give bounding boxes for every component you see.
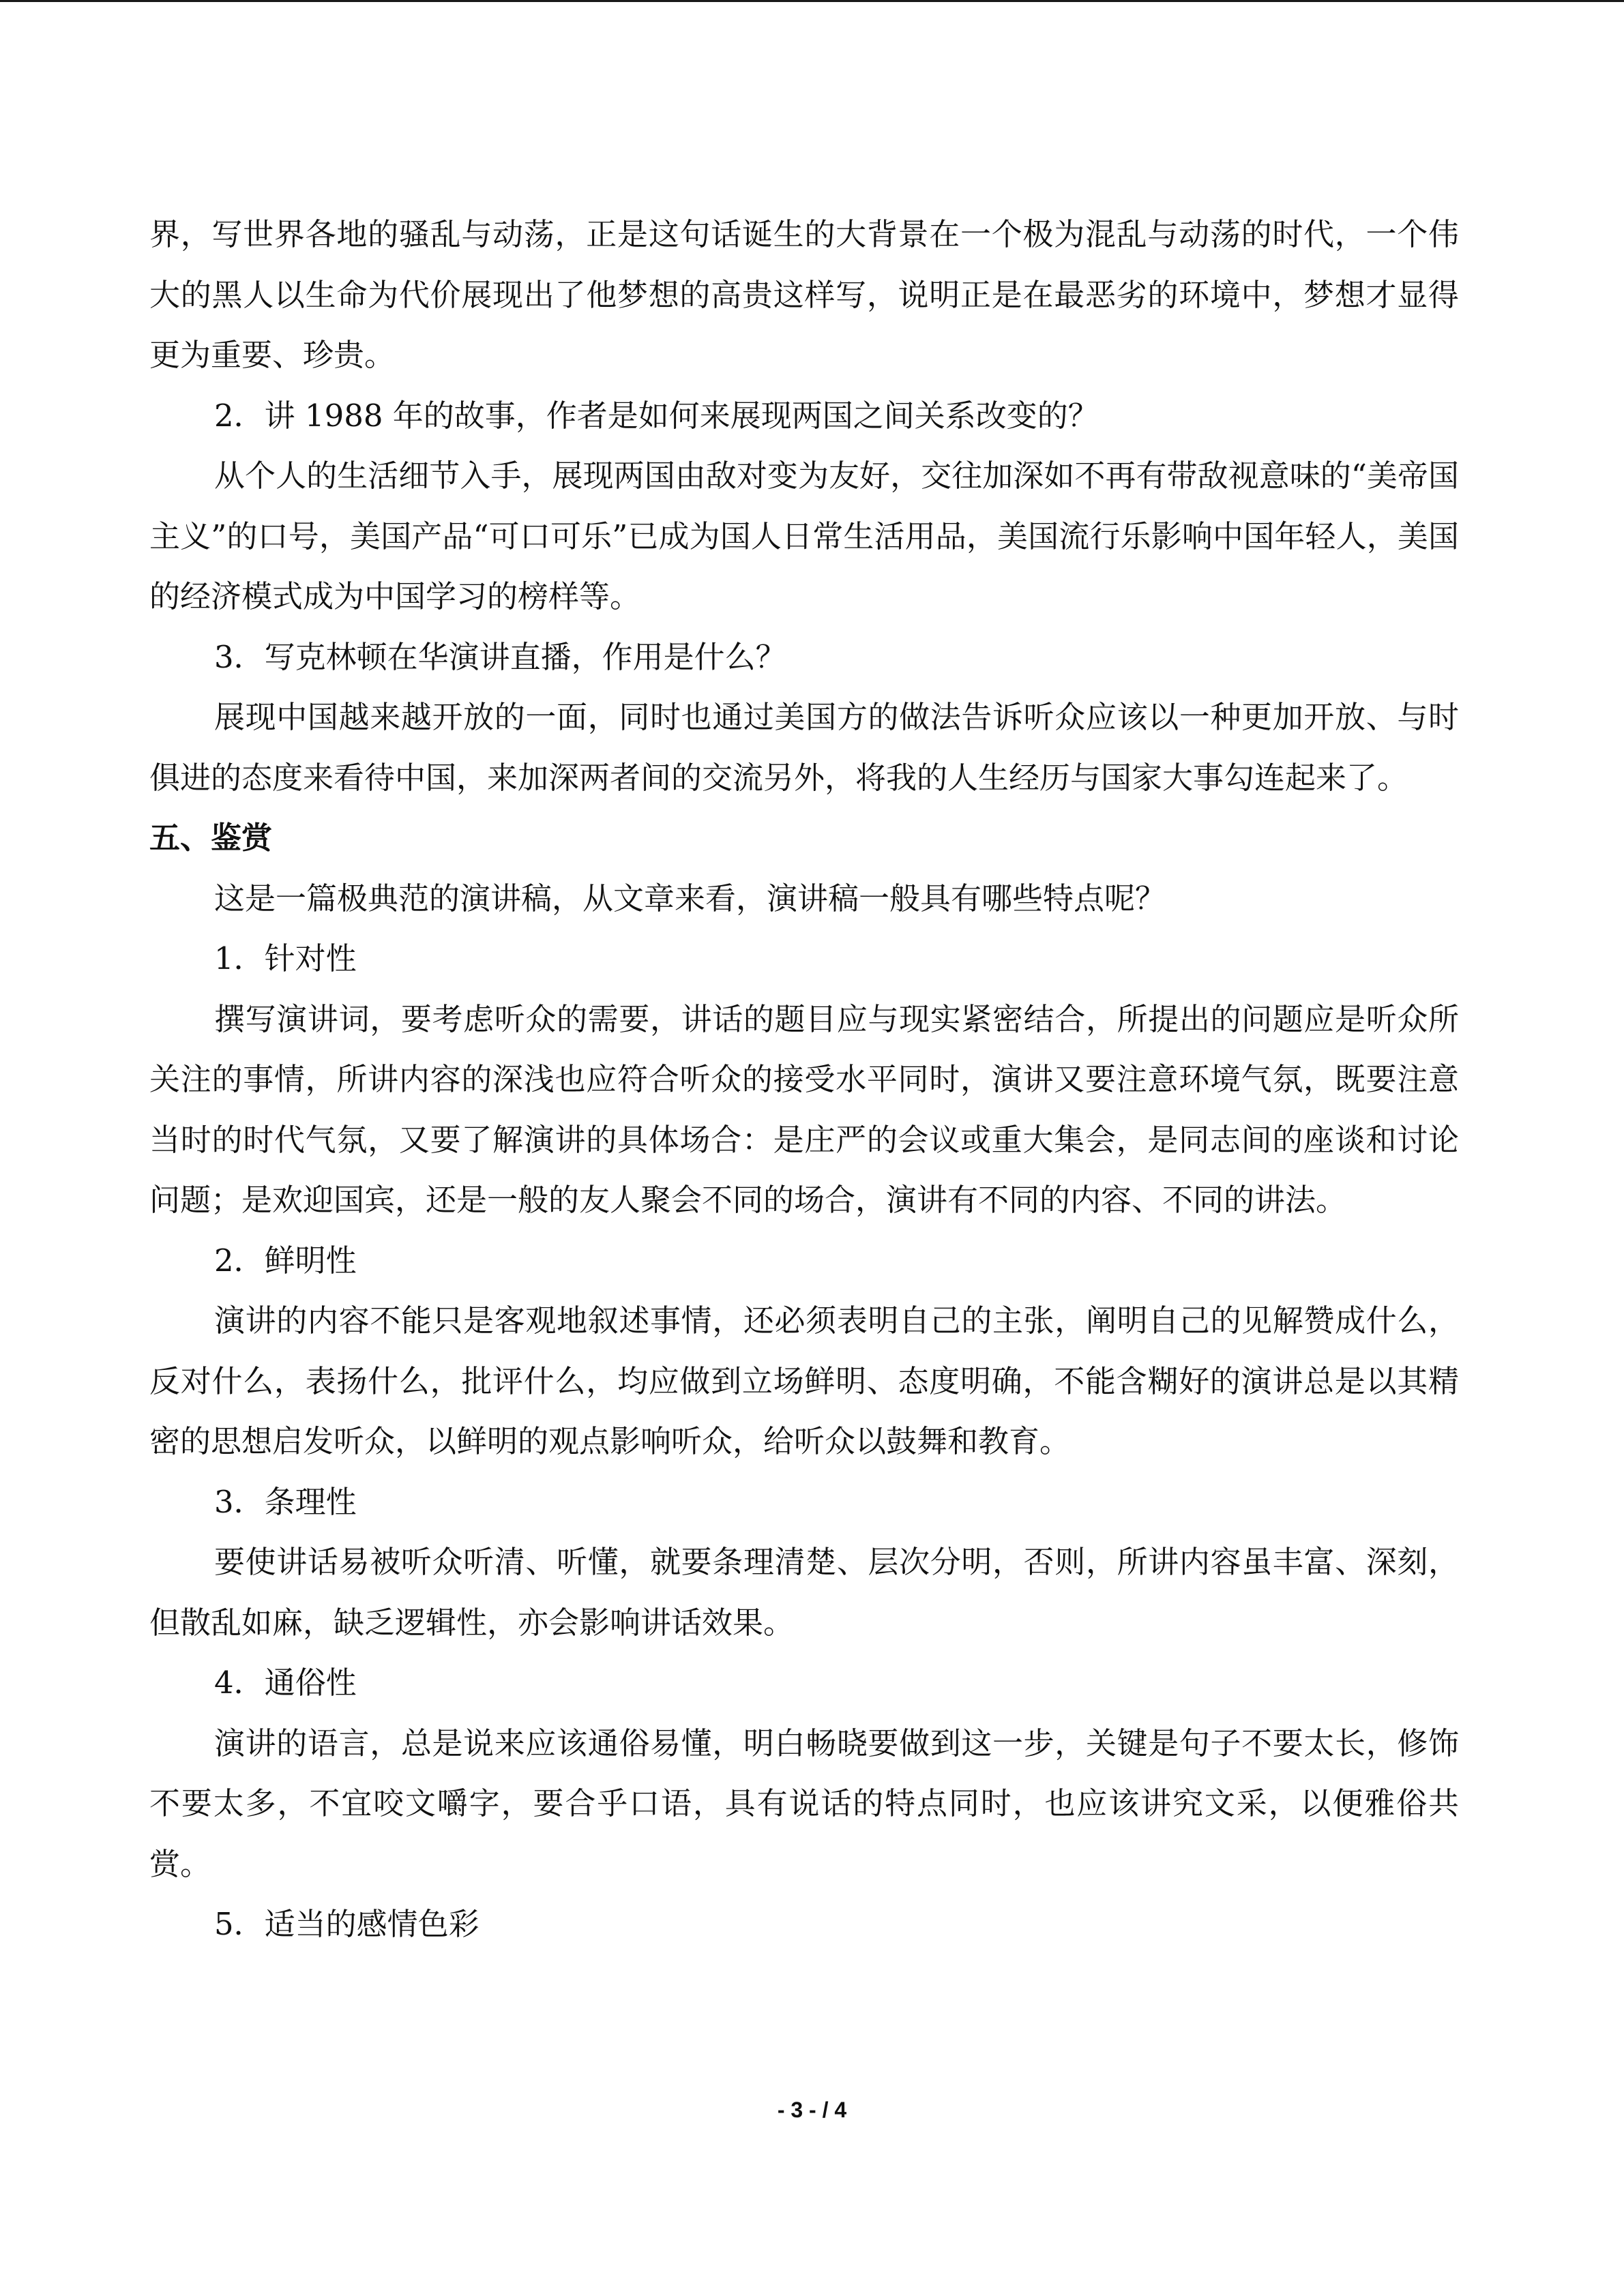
feature-3-heading: 3．条理性 xyxy=(214,1483,357,1520)
intro-paragraph: 这是一篇极典范的演讲稿，从文章来看，演讲稿一般具有哪些特点呢？ xyxy=(214,880,1166,916)
question-3: 3．写克林顿在华演讲直播，作用是什么？ xyxy=(214,638,786,675)
answer-3-paragraph: 展现中国越来越开放的一面，同时也通过美国方的做法告诉听众应该以一种更加开放、与时俱进的态度来看待中国，来加深两者间的交流另外，将我的人生经历与国家大事勾连起来了。 xyxy=(149,699,1459,796)
feature-3-paragraph: 要使讲话易被听众听清、听懂，就要条理清楚、层次分明，否则，所讲内容虽丰富、深刻，但散乱如麻，缺乏逻辑性，亦会影响讲话效果。 xyxy=(149,1544,1459,1641)
feature-5-heading: 5．适当的感情色彩 xyxy=(214,1906,479,1942)
feature-1-heading: 1．针对性 xyxy=(214,940,357,976)
page-number: - 3 - / 4 xyxy=(777,2098,847,2122)
feature-1-paragraph: 撰写演讲词，要考虑听众的需要，讲话的题目应与现实紧密结合，所提出的问题应是听众所关注的事情，所讲内容的深浅也应符合听众的接受水平同时，演讲又要注意环境气氛，既要注意当时的时代气氛，又要了解演讲的具体场合：是庄严的会议或重大集会，是同志间的座谈和讨论问题；是欢迎国宾，还是一般的友人聚会不同的场合，演讲有不同的内容、不同的讲法。 xyxy=(149,1000,1459,1218)
section-heading-appreciation: 五、鉴赏 xyxy=(149,820,273,856)
body-paragraph: 界，写世界各地的骚乱与动荡，正是这句话诞生的大背景在一个极为混乱与动荡的时代，一个伟大的黑人以生命为代价展现出了他梦想的高贵这样写，说明正是在最恶劣的环境中，梦想才显得更为重要、珍贵。 xyxy=(149,216,1459,373)
feature-4-heading: 4．通俗性 xyxy=(214,1665,357,1701)
top-border-line xyxy=(0,0,1624,2)
answer-2-paragraph: 从个人的生活细节入手，展现两国由敌对变为友好，交往加深如不再有带敌视意味的“美帝国主义”的口号，美国产品“可口可乐”已成为国人日常生活用品，美国流行乐影响中国年轻人，美国的经济模式成为中国学习的榜样等。 xyxy=(149,458,1459,614)
document-page xyxy=(149,205,1459,1955)
feature-4-paragraph: 演讲的语言，总是说来应该通俗易懂，明白畅晓要做到这一步，关键是句子不要太长，修饰不要太多，不宜咬文嚼字，要合乎口语，具有说话的特点同时，也应该讲究文采，以便雅俗共赏。 xyxy=(149,1725,1459,1882)
feature-2-heading: 2．鲜明性 xyxy=(214,1242,357,1279)
question-2: 2．讲 1988 年的故事，作者是如何来展现两国之间关系改变的？ xyxy=(214,397,1099,434)
feature-2-paragraph: 演讲的内容不能只是客观地叙述事情，还必须表明自己的主张，阐明自己的见解赞成什么，反对什么，表扬什么，批评什么，均应做到立场鲜明、态度明确，不能含糊好的演讲总是以其精密的思想启发听众，以鲜明的观点影响听众，给听众以鼓舞和教育。 xyxy=(149,1302,1459,1459)
